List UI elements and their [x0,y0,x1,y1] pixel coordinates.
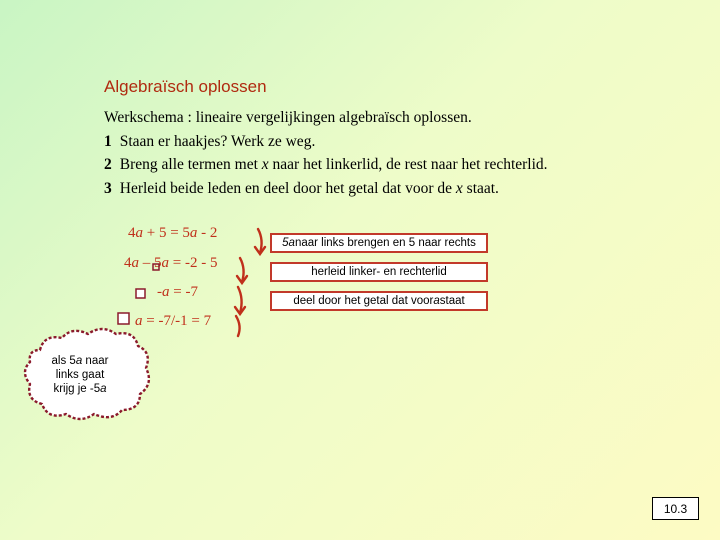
step-box-simplify: herleid linker- en rechterlid [270,262,488,282]
schema-step-1: 1 Staan er haakjes? Werk ze weg. [104,132,316,150]
equation-1: 4a + 5 = 5a - 2 [128,225,218,241]
arrow-icon [236,316,240,336]
schema-heading: Werkschema : lineaire vergelijkingen algebraïsch oplossen. [104,109,472,126]
slide-title: Algebraïsch oplossen [104,77,267,96]
marker-icon [118,313,129,324]
arrow-icon [237,258,247,283]
marker-icon [136,289,145,298]
schema-step-3: 3 Herleid beide leden en deel door het getal dat voor de x staat. [104,179,499,197]
arrow-icon [255,229,265,254]
equation-4: a = -7/-1 = 7 [135,313,212,329]
schema-step-2: 2 Breng alle termen met x naar het linkerlid, de rest naar het rechterlid. [104,156,548,173]
cloud-bubble-text: als 5a naar links gaat krijg je -5a [51,355,109,395]
step-box-divide: deel door het getal dat voor a staat [270,291,488,311]
equation-3: -a = -7 [157,284,198,300]
step-box-move-terms: 5a naar links brengen en 5 naar rechts [270,233,488,253]
equation-2: 4a – 5a = -2 - 5 [124,255,218,271]
arrow-icon [235,287,245,314]
marker-icon [153,264,159,270]
page-number: 10.3 [652,497,699,520]
